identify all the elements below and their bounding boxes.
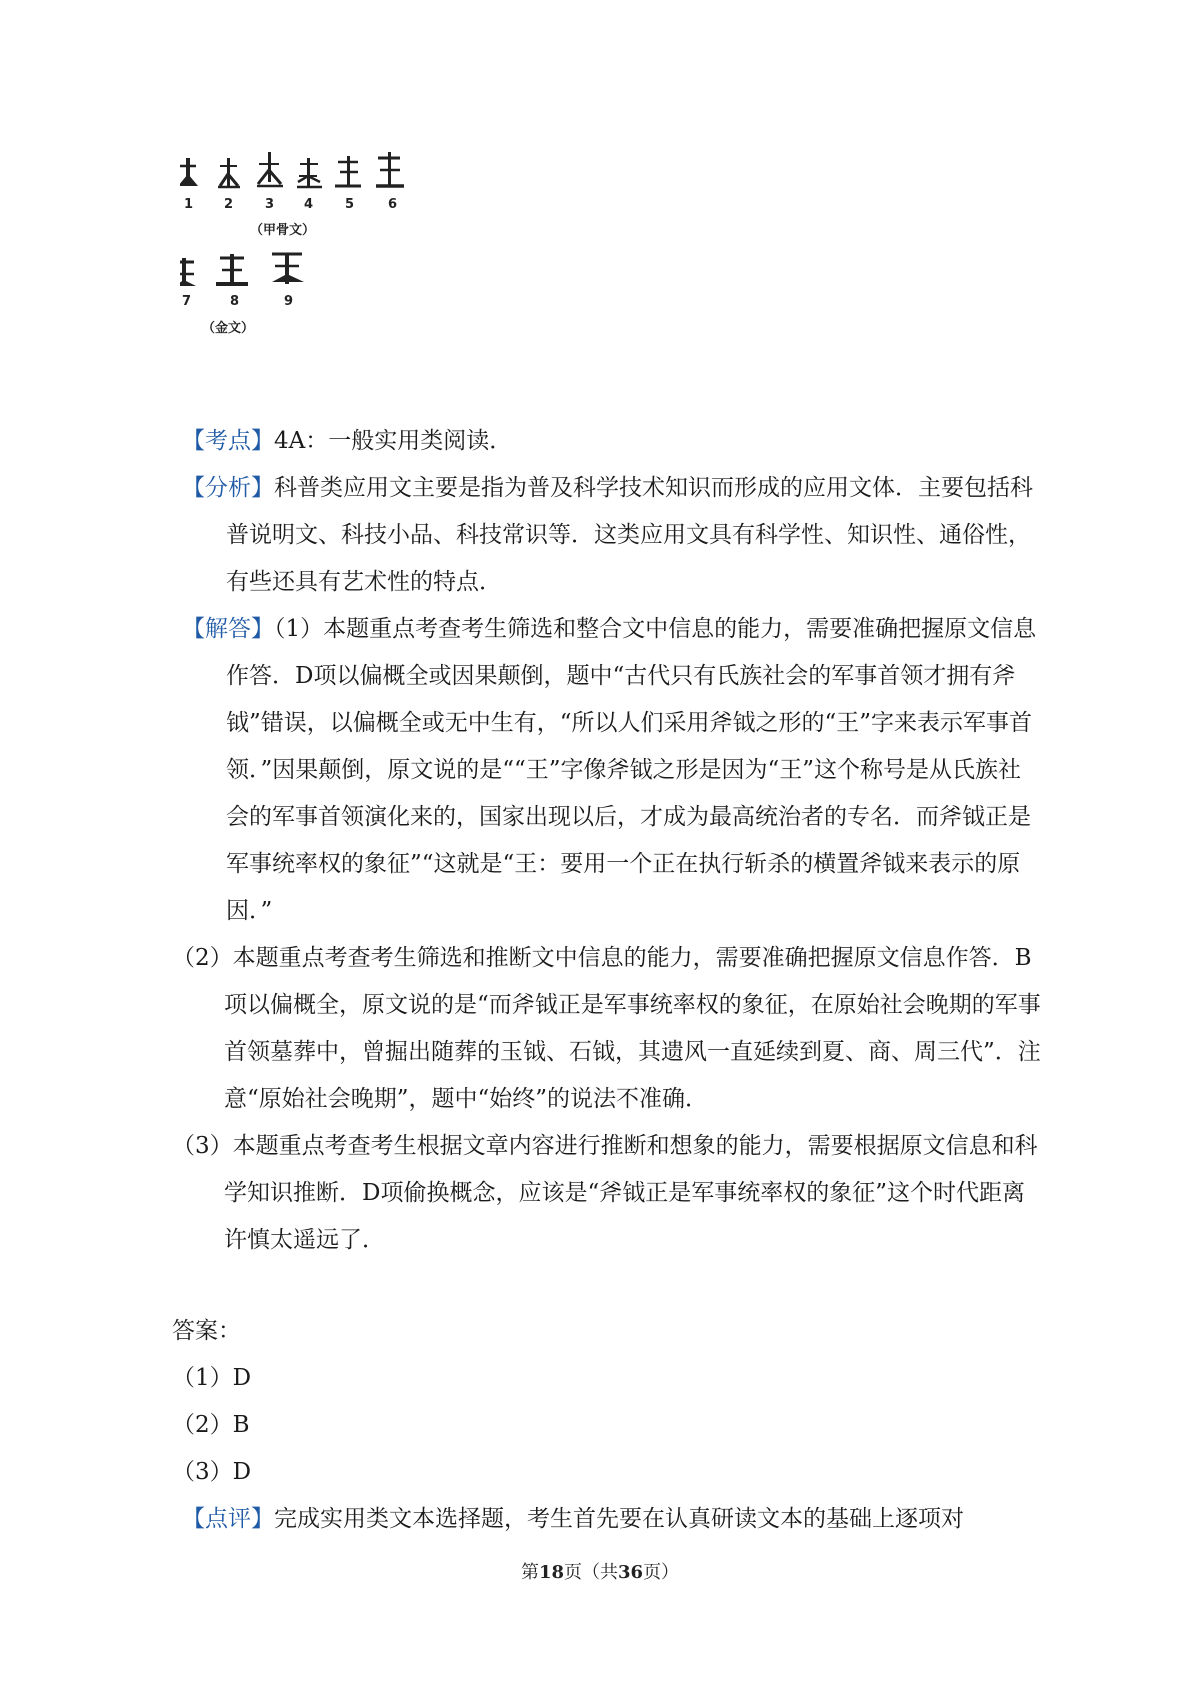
footer-total-pages: 36	[618, 1562, 644, 1583]
glyph-number: 7	[182, 294, 192, 309]
glyph-2	[218, 158, 240, 187]
jieda-q1: （1）本题重点考查考生筛选和整合文中信息的能力，需要准确把握原文信息作答．D项以偏概全或因果颠倒，题中“古代只有氏族社会的军事首领才拥有斧钺”错误，以偏概全或无中生有，“所以人们采用斧钺之形的“王”字来表示军事首领．”因果颠倒，原文说的是““王”字像斧钺之形是因为“王”这个称号是从氏族社会的军事首领演化来的，国家出现以后，才成为最高统治者的专名．而斧钺正是军事统率权的象征”“这就是“王：要用一个正在执行斩杀的横置斧钺来表示的原因．”	[226, 616, 1037, 924]
fenxi-tag: 【分析】	[182, 475, 274, 501]
answer-3: （3）D	[172, 1459, 252, 1485]
glyph-3	[257, 152, 283, 186]
footer-middle: 页（共	[564, 1562, 618, 1583]
kaodian-text: 4A：一般实用类阅读．	[274, 428, 513, 454]
glyph-number: 1	[184, 197, 194, 212]
glyph-number: 5	[345, 197, 355, 212]
glyph-5	[335, 156, 361, 186]
glyph-number: 9	[284, 294, 294, 309]
fenxi-text: 科普类应用文主要是指为普及科学技术知识而形成的应用文体．主要包括科普说明文、科技小品、科技常识等．这类应用文具有科学性、知识性、通俗性，有些还具有艺术性的特点．	[226, 475, 1033, 595]
dianping-tag: 【点评】	[182, 1506, 274, 1532]
jieda-tag: 【解答】	[182, 616, 274, 642]
dianping-section	[182, 1496, 1042, 1543]
answer-explanation	[172, 418, 1042, 1543]
glyph-number: 4	[304, 197, 314, 212]
glyph-6	[376, 152, 404, 186]
jieda-q2-para	[172, 935, 1042, 1123]
answer-1: （1）D	[172, 1365, 252, 1391]
jinwen-caption: （金文）	[202, 321, 255, 336]
glyph-illustration	[180, 150, 460, 360]
wang-character-evolution-figure	[180, 150, 460, 360]
glyph-8	[216, 254, 248, 286]
jieda-q3: （3）本题重点考查考生根据文章内容进行推断和想象的能力，需要根据原文信息和科学知识推断．D项偷换概念，应该是“斧钺正是军事统率权的象征”这个时代距离许慎太遥远了．	[172, 1133, 1038, 1253]
answer-2: （2）B	[172, 1412, 250, 1438]
jiaguwen-caption: （甲骨文）	[250, 223, 316, 238]
glyph-4	[297, 158, 322, 187]
glyph-number: 2	[224, 197, 234, 212]
jieda-section	[182, 606, 1042, 935]
glyph-7	[180, 258, 196, 286]
jieda-q3-para	[172, 1123, 1042, 1264]
glyph-9	[272, 254, 304, 284]
page-footer	[0, 1558, 1200, 1584]
kaodian-tag: 【考点】	[182, 428, 274, 454]
fenxi-section	[182, 465, 1042, 606]
answers-label: 答案：	[172, 1318, 241, 1344]
jieda-q2: （2）本题重点考查考生筛选和推断文中信息的能力，需要准确把握原文信息作答．B项以偏概全，原文说的是“而斧钺正是军事统率权的象征，在原始社会晚期的军事首领墓葬中，曾掘出随葬的玉钺、石钺，其遗风一直延续到夏、商、周三代”．注意“原始社会晚期”，题中“始终”的说法不准确．	[172, 945, 1041, 1112]
glyph-1	[180, 158, 198, 186]
footer-prefix: 第	[520, 1562, 539, 1583]
kaodian-section	[182, 418, 1042, 465]
glyph-number: 6	[388, 197, 398, 212]
dianping-text: 完成实用类文本选择题，考生首先要在认真研读文本的基础上逐项对	[274, 1506, 964, 1532]
footer-suffix: 页）	[643, 1562, 680, 1583]
footer-page-number: 18	[538, 1562, 564, 1583]
glyph-number: 3	[265, 197, 275, 212]
glyph-number: 8	[230, 294, 240, 309]
